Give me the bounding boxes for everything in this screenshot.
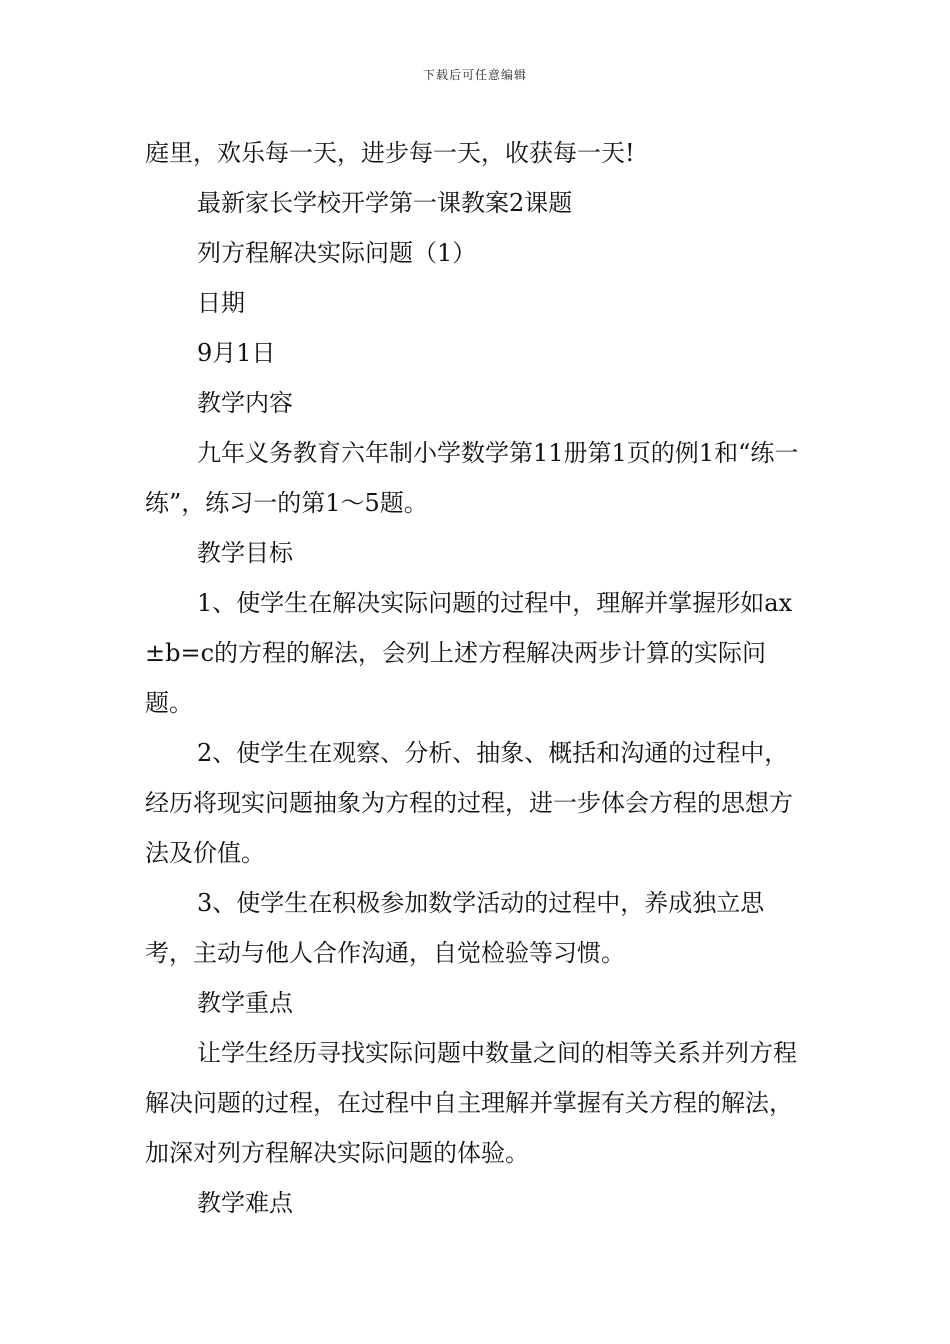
objectives-heading: 教学目标: [197, 539, 293, 567]
content-heading: 教学内容: [197, 389, 293, 417]
objective-1: 1、使学生在解决实际问题的过程中，理解并掌握形如ax±b=c的方程的解法，会列上述方程解决两步计算的实际问题。: [145, 589, 793, 717]
difficulties-heading: 教学难点: [197, 1189, 293, 1217]
key-points-heading: 教学重点: [197, 989, 293, 1017]
content-paragraph: 九年义务教育六年制小学数学第11册第1页的例1和“练一练”，练习一的第1～5题。: [145, 439, 799, 517]
header-note: 下载后可任意编辑: [422, 68, 527, 82]
objective-3: 3、使学生在积极参加数学活动的过程中，养成独立思考，主动与他人合作沟通，自觉检验等习惯。: [145, 889, 765, 967]
lesson-title: 最新家长学校开学第一课教案2课题: [197, 189, 573, 217]
key-points-paragraph: 让学生经历寻找实际问题中数量之间的相等关系并列方程解决问题的过程，在过程中自主理解并掌握有关方程的解法，加深对列方程解决实际问题的体验。: [145, 1039, 797, 1167]
date-value: 9月1日: [197, 339, 276, 367]
lesson-topic: 列方程解决实际问题（1）: [197, 239, 477, 267]
document-body: [145, 128, 810, 1228]
paragraph-continuation: 庭里，欢乐每一天，进步每一天，收获每一天!: [145, 139, 635, 167]
date-heading: 日期: [197, 289, 245, 317]
objective-2: 2、使学生在观察、分析、抽象、概括和沟通的过程中，经历将现实问题抽象为方程的过程，进一步体会方程的思想方法及价值。: [145, 739, 793, 867]
